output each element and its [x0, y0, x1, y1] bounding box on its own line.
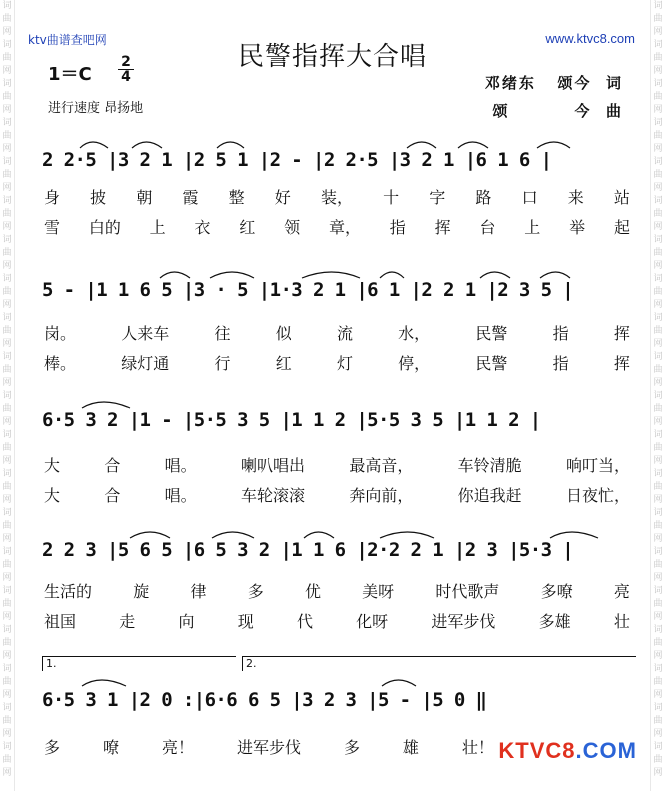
lyric-row-1-verse-1: 身 披 朝 霞 整 好 装， 十 字 路 口 来 站 [44, 187, 630, 207]
lyric-row-2-verse-1: 岗。 人来车 往 似 流 水， 民警 指 挥 [44, 323, 630, 343]
side-watermark-right: 词曲网词曲网词曲网词曲网词曲网词曲网词曲网词曲网词曲网词曲网词曲网词曲网词曲网词曲网词曲网词曲网词曲网词曲网词曲网词曲网 [650, 0, 665, 791]
notation-row-5: 6·5 3 1 |2 0 :|6·6 6 5 |3 2 3 |5 - |5 0 ‖ [42, 689, 487, 711]
song-title: 民警指挥大合唱 [237, 42, 427, 72]
lyric-row-3-verse-2: 大 合 唱。 车轮滚滚 奔向前， 你追我赶 日夜忙， [44, 485, 630, 505]
slur-marks-row-5 [42, 674, 632, 688]
volta-ending-2: 2. [242, 656, 636, 671]
time-signature-bottom: 4 [121, 69, 131, 85]
lyric-row-3-verse-1: 大 合 唱。 喇叭唱出 最高音， 车铃清脆 响叮当， [44, 455, 630, 475]
ktvc8-logo-watermark [498, 738, 637, 764]
notation-row-1: 2 2·5 |3 2 1 |2 5 1 |2 - |2 2·5 |3 2 1 |6 1 6 | [42, 149, 552, 171]
lyric-row-5: 多 嘹 亮！ 进军步伐 多 雄 壮！ [44, 737, 494, 757]
side-watermark-left: 词曲网词曲网词曲网词曲网词曲网词曲网词曲网词曲网词曲网词曲网词曲网词曲网词曲网词曲网词曲网词曲网词曲网词曲网词曲网词曲网 [0, 0, 15, 791]
key-signature: 1＝C [48, 64, 92, 85]
notation-row-2: 5 - |1 1 6 5 |3 · 5 |1·3 2 1 |6 1 |2 2 1 |2 3 5 | [42, 279, 574, 301]
lyric-row-2-verse-2: 棒。 绿灯通 行 红 灯 停， 民警 指 挥 [44, 353, 630, 373]
time-signature [118, 56, 134, 83]
volta-ending-1: 1. [42, 656, 236, 671]
watermark-brand: KTVC8 [498, 738, 576, 763]
lyric-row-4-verse-2: 祖国 走 向 现 代 化呀 进军步伐 多雄 壮 [44, 611, 630, 631]
lyricist-credit: 邓绪东 颂今 词 [484, 74, 623, 92]
site-url-link[interactable]: www.ktvc8.com [545, 31, 635, 46]
notation-row-4: 2 2 3 |5 6 5 |6 5 3 2 |1 1 6 |2·2 2 1 |2 3 |5·3 | [42, 539, 574, 561]
lyric-row-1-verse-2: 雪 白的 上 衣 红 领 章， 指 挥 台 上 举 起 [44, 217, 630, 237]
time-signature-top: 2 [121, 54, 131, 70]
notation-row-3: 6·5 3 2 |1 - |5·5 3 5 |1 1 2 |5·5 3 5 |1 1 2 | [42, 409, 541, 431]
lyric-row-4-verse-1: 生活的 旋 律 多 优 美呀 时代歌声 多嘹 亮 [44, 581, 630, 601]
site-name-label[interactable]: ktv曲谱查吧网 [28, 33, 107, 47]
tempo-marking: 进行速度 昂扬地 [48, 101, 144, 116]
watermark-domain: .COM [575, 738, 637, 763]
composer-credit: 颂 今 曲 [492, 102, 623, 120]
